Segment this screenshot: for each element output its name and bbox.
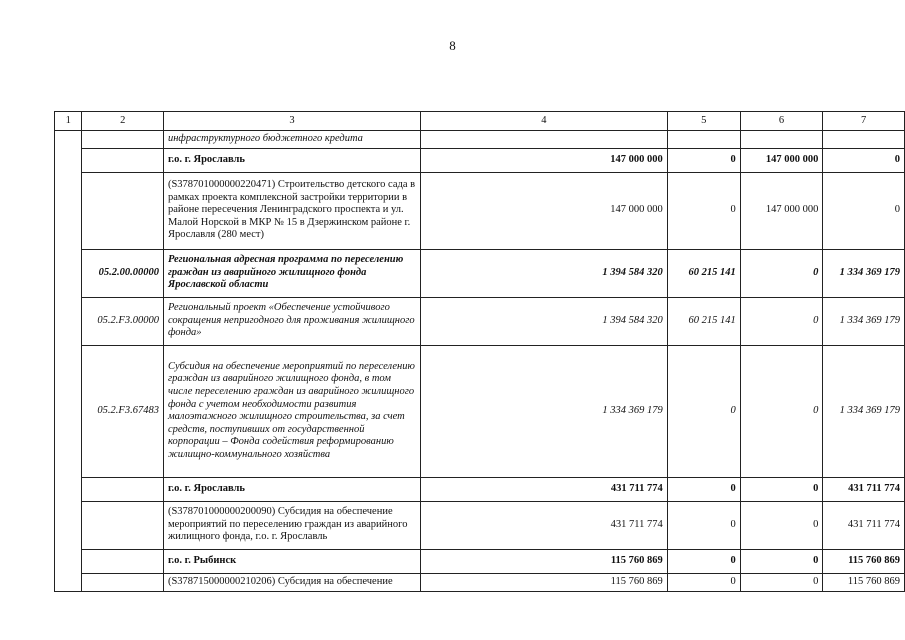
amount-cell: 115 760 869 [421, 549, 668, 573]
amount-cell: 1 334 369 179 [421, 345, 668, 477]
amount-cell [667, 131, 740, 149]
description-cell: (S378715000000210206) Субсидия на обеспечение [163, 573, 420, 591]
amount-cell: 1 334 369 179 [823, 249, 905, 297]
amount-cell: 60 215 141 [667, 249, 740, 297]
amount-cell: 431 711 774 [823, 501, 905, 549]
description-cell: г.о. г. Рыбинск [163, 549, 420, 573]
amount-cell [421, 131, 668, 149]
description-cell: Региональная адресная программа по переселению граждан из аварийного жилищного фонда Ярославской области [163, 249, 420, 297]
amount-cell: 147 000 000 [421, 172, 668, 249]
description-cell: Субсидия на обеспечение мероприятий по переселению граждан из аварийного жилищного фонда, в том числе переселению граждан из аварийного жилищного фонда с учетом необходимости развития малоэтажного жилищного строительства, за счет средств, поступивших от государственной корпорации – Фонда содействия реформированию жилищно-коммунального хозяйства [163, 345, 420, 477]
code-cell: 05.2.00.00000 [82, 249, 164, 297]
table-row [55, 172, 905, 249]
amount-cell: 1 334 369 179 [823, 345, 905, 477]
amount-cell: 0 [740, 573, 823, 591]
amount-cell: 0 [740, 345, 823, 477]
amount-cell: 0 [667, 477, 740, 501]
amount-cell: 115 760 869 [823, 573, 905, 591]
amount-cell: 0 [667, 501, 740, 549]
amount-cell: 0 [667, 549, 740, 573]
amount-cell [823, 131, 905, 149]
column-header: 7 [823, 112, 905, 131]
amount-cell: 0 [740, 477, 823, 501]
code-cell [82, 148, 164, 172]
table-row [55, 345, 905, 477]
column-header: 3 [163, 112, 420, 131]
amount-cell: 0 [667, 345, 740, 477]
description-cell: Региональный проект «Обеспечение устойчивого сокращения непригодного для проживания жилищного фонда» [163, 297, 420, 345]
table-row [55, 549, 905, 573]
code-cell [82, 477, 164, 501]
amount-cell: 147 000 000 [421, 148, 668, 172]
column-header: 6 [740, 112, 823, 131]
amount-cell: 1 394 584 320 [421, 297, 668, 345]
table-row [55, 573, 905, 591]
budget-table [54, 111, 905, 592]
amount-cell: 0 [823, 172, 905, 249]
amount-cell: 147 000 000 [740, 148, 823, 172]
column-header: 4 [421, 112, 668, 131]
amount-cell: 0 [740, 249, 823, 297]
amount-cell: 431 711 774 [823, 477, 905, 501]
amount-cell: 431 711 774 [421, 477, 668, 501]
code-cell [82, 501, 164, 549]
amount-cell: 115 760 869 [823, 549, 905, 573]
code-cell [82, 573, 164, 591]
column-header: 5 [667, 112, 740, 131]
amount-cell [740, 131, 823, 149]
table-row [55, 477, 905, 501]
description-cell: инфраструктурного бюджетного кредита [163, 131, 420, 149]
blank-cell [55, 131, 82, 592]
amount-cell: 60 215 141 [667, 297, 740, 345]
column-header: 2 [82, 112, 164, 131]
page-number: 8 [449, 38, 456, 53]
amount-cell: 147 000 000 [740, 172, 823, 249]
code-cell: 05.2.F3.00000 [82, 297, 164, 345]
table-row [55, 131, 905, 149]
table-row [55, 148, 905, 172]
code-cell [82, 131, 164, 149]
amount-cell: 1 394 584 320 [421, 249, 668, 297]
description-cell: г.о. г. Ярославль [163, 148, 420, 172]
amount-cell: 0 [740, 549, 823, 573]
header-row [55, 112, 905, 131]
amount-cell: 115 760 869 [421, 573, 668, 591]
amount-cell: 0 [740, 297, 823, 345]
description-cell: (S378701000000220471) Строительство детского сада в рамках проекта комплексной застройки территории в районе пересечения Ленинградского проспекта и ул. Малой Норской в МКР № 15 в Дзержинском районе г. Ярославля (280 мест) [163, 172, 420, 249]
table-row [55, 249, 905, 297]
table-row [55, 501, 905, 549]
column-header: 1 [55, 112, 82, 131]
amount-cell: 0 [823, 148, 905, 172]
table-row [55, 297, 905, 345]
description-cell: г.о. г. Ярославль [163, 477, 420, 501]
amount-cell: 431 711 774 [421, 501, 668, 549]
amount-cell: 1 334 369 179 [823, 297, 905, 345]
amount-cell: 0 [667, 573, 740, 591]
code-cell [82, 549, 164, 573]
amount-cell: 0 [667, 148, 740, 172]
description-cell: (S378701000000200090) Субсидия на обеспечение мероприятий по переселению граждан из аварийного жилищного фонда, г.о. г. Ярославль [163, 501, 420, 549]
code-cell: 05.2.F3.67483 [82, 345, 164, 477]
amount-cell: 0 [740, 501, 823, 549]
amount-cell: 0 [667, 172, 740, 249]
code-cell [82, 172, 164, 249]
